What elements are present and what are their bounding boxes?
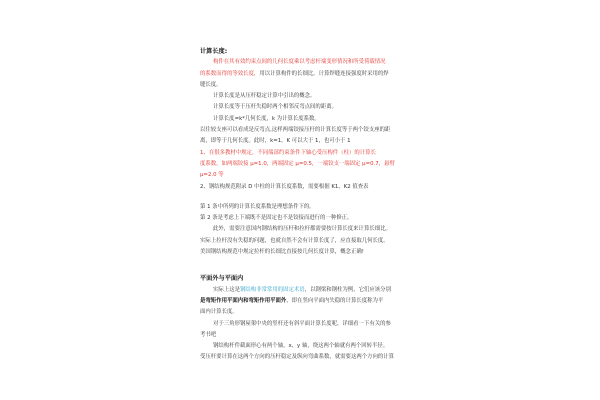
definition-line bbox=[200, 69, 404, 80]
intro-text: ，即在竖向平面内失稳的计算长度称为平 bbox=[286, 297, 384, 304]
remark-line: 第 2 条是考虑上下端既不是固定也不是铰接而进行的一种修正。 bbox=[200, 215, 353, 222]
concept-line: 计算长度=k*几何长度，k 为计算长度系数。 bbox=[213, 115, 320, 122]
coefficient-note-line: 1、在很多教材中规定，不同端部约束条件下轴心受压构件（柱）的计算长 bbox=[200, 149, 376, 156]
intro-line: 面内计算长度。 bbox=[200, 309, 238, 316]
article-column bbox=[200, 46, 404, 364]
coefficient-note-line: 度系数，如两端铰接 μ=1.0，两端固定 μ=0.5，一端铰支一端固定 μ=0.7，悬臂 bbox=[200, 160, 395, 167]
intro-emphasis: 是弯矩作用平面内和弯矩作用平面外 bbox=[200, 297, 287, 304]
intro-text: 实际上这是 bbox=[213, 286, 240, 293]
remark-line: 第 1 条中所列的计算长度系数是理想条件下的。 bbox=[200, 203, 315, 210]
truss-note-line: 考书吧 bbox=[200, 331, 217, 338]
section-axes-line: 受压杆要计算在这两个方向的压杆稳定及纵向弯曲系数，就需要这两个方向的计算 bbox=[200, 354, 395, 361]
spacer bbox=[200, 258, 404, 273]
truss-note-line: 对于三角形钢屋架中央的竖杆还有斜平面计算长度呢，详细看一下有关的参 bbox=[213, 320, 391, 327]
term-link[interactable]: 钢结构非常常用的固定术语 bbox=[239, 286, 305, 293]
definition-highlight: 构件在其有效约束点间的几何长度乘以考虑杆端变形情况和所受荷载情况 bbox=[213, 59, 386, 66]
section-title-in-plane-out-of-plane: 平面外与平面内 bbox=[200, 275, 244, 283]
definition-text: 用以计算构件的长细比。计算焊缝连接强度时采用的焊 bbox=[259, 70, 389, 77]
section-axes-line: 钢结构杆件截面形心有两个轴，x、y 轴，绕这两个轴就有两个回转半径。 bbox=[213, 343, 389, 350]
definition-line: 缝长度。 bbox=[200, 81, 222, 88]
hinge-explanation-line: 以往较支座可以看成是反弯点,这样两端铰接压杆的计算长度等于两个铰支座的距 bbox=[200, 127, 391, 134]
intro-text: ，以钢梁和钢柱为例，它们应该分别 bbox=[304, 286, 391, 293]
intro-line bbox=[200, 285, 404, 296]
concept-line: 计算长度是从压杆稳定计算中引出的概念。 bbox=[213, 93, 316, 100]
definition-line bbox=[200, 57, 404, 68]
coefficient-note-line: μ=2.0 等 bbox=[200, 172, 224, 179]
concept-line: 计算长度等于压杆失稳时两个相邻反弯点间的距离。 bbox=[213, 104, 337, 111]
tension-member-line: 实际上拉杆没有失稳的问题，也就自然不会有计算长度了，应直接取几何长度。 bbox=[200, 237, 389, 244]
tension-member-line: 美国钢结构规范中规定拉杆的长细比直接按几何长度计算，概念正确! bbox=[200, 249, 364, 256]
hinge-explanation-line: 离，即等于几何长度。此时，k=1。K 可以大于 1，也可小于 1 bbox=[200, 138, 351, 145]
definition-highlight: 的系数而得的等效长度， bbox=[200, 70, 260, 77]
spacer bbox=[200, 193, 404, 202]
tension-member-line: 此外，需要注意国内钢结构的压杆和拉杆都需要按计算长度来计算长细比。 bbox=[213, 226, 391, 233]
code-appendix-note: 2、钢结构规范附录 D 中柱的计算长度系数，需要根据 K1、K2 值查表 bbox=[200, 183, 369, 190]
section-title-effective-length: 计算长度: bbox=[200, 48, 228, 55]
intro-line bbox=[200, 296, 404, 307]
